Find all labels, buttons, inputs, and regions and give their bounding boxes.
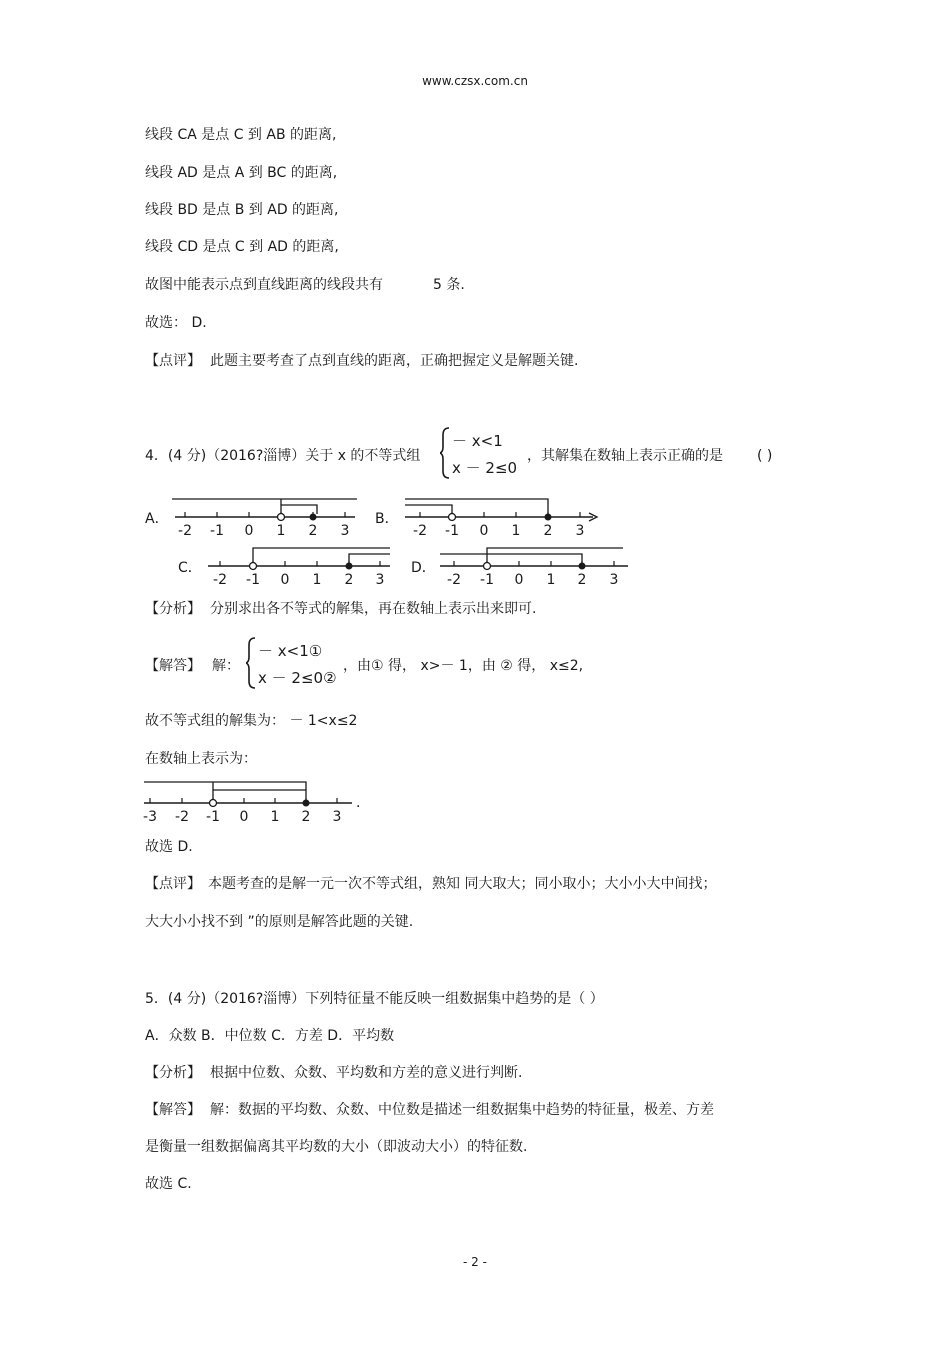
q4-comment-line-1: 本题考查的是解一元一次不等式组，熟知 同大取大；同小取小；大小小大中间找； — [208, 876, 717, 892]
q4-sol-sys-line-2: x － 2≤0② — [258, 669, 337, 687]
q4-option-b-numberline — [405, 495, 605, 540]
tick-label: 0 — [244, 523, 254, 539]
q4-solution-after: ，由① 得， x>－ 1，由 ② 得， x≤2, — [343, 658, 584, 674]
q4-option-c-label: C． — [178, 560, 202, 576]
tick-label: -2 — [178, 523, 192, 539]
tick-label: 2 — [308, 523, 318, 539]
q4-analysis: 分别求出各不等式的解集，再在数轴上表示出来即可. — [210, 601, 537, 617]
q4-comment-line-2: 大大小小找不到 ”的原则是解答此题的关键. — [145, 914, 414, 930]
tick-label: 0 — [280, 572, 290, 588]
tick-label: 0 — [239, 809, 249, 825]
q4-sys-line-2: x － 2≤0 — [452, 459, 518, 477]
q5-options: A．众数 B．中位数 C．方差 D．平均数 — [145, 1028, 395, 1044]
tick-label: -3 — [143, 809, 157, 825]
tick-label: 3 — [332, 809, 342, 825]
q4-option-b-label: B． — [375, 511, 399, 527]
tick-label: -1 — [246, 572, 260, 588]
tick-label: 3 — [609, 572, 619, 588]
q4-solution-set: 故不等式组的解集为： － 1<x≤2 — [145, 713, 358, 729]
q4-answer-numberline — [140, 778, 365, 828]
q3-line-1: 线段 CA 是点 C 到 AB 的距离, — [145, 127, 337, 143]
q4-answer: 故选 D. — [145, 839, 193, 855]
q3-answer: 故选： D. — [145, 315, 207, 331]
tick-label: 2 — [577, 572, 587, 588]
q3-count-value: 5 条. — [433, 277, 465, 293]
page-number: - 2 - — [463, 1255, 487, 1269]
q3-comment: 此题主要考查了点到直线的距离，正确把握定义是解题关键. — [210, 353, 579, 369]
tick-label: 3 — [375, 572, 385, 588]
tick-label: -2 — [175, 809, 189, 825]
q3-line-2: 线段 AD 是点 A 到 BC 的距离, — [145, 165, 338, 181]
q5-solution-line-1: 解：数据的平均数、众数、中位数是描述一组数据集中趋势的特征量，极差、方差 — [210, 1102, 714, 1118]
q5-solution-tag: 【解答】 — [145, 1102, 201, 1118]
q4-on-axis: 在数轴上表示为： — [145, 751, 257, 767]
tick-label: -1 — [206, 809, 220, 825]
q4-option-a-label: A． — [145, 511, 169, 527]
site-header: www.czsx.com.cn — [422, 74, 528, 88]
tick-label: 2 — [301, 809, 311, 825]
tick-label: 1 — [312, 572, 322, 588]
tick-label: -1 — [210, 523, 224, 539]
q5-solution-line-2: 是衡量一组数据偏离其平均数的大小（即波动大小）的特征数. — [145, 1139, 528, 1155]
numberline-period: . — [356, 795, 361, 811]
q4-option-a-numberline — [170, 495, 370, 540]
tick-label: 3 — [575, 523, 585, 539]
q4-option-d-label: D． — [411, 560, 436, 576]
tick-label: -2 — [413, 523, 427, 539]
tick-label: -1 — [445, 523, 459, 539]
tick-label: 3 — [340, 523, 350, 539]
q4-comment-tag: 【点评】 — [145, 876, 201, 892]
q3-line-4: 线段 CD 是点 C 到 AD 的距离, — [145, 239, 339, 255]
q5-analysis: 根据中位数、众数、平均数和方差的意义进行判断. — [210, 1065, 523, 1081]
q4-stem-suffix: ，其解集在数轴上表示正确的是 — [527, 448, 723, 464]
q4-sys-line-1: － x<1 — [452, 432, 503, 450]
q4-analysis-tag: 【分析】 — [145, 601, 201, 617]
q4-sol-sys-line-1: － x<1① — [258, 642, 323, 660]
tick-label: 1 — [270, 809, 280, 825]
tick-label: -1 — [480, 572, 494, 588]
tick-label: 1 — [511, 523, 521, 539]
tick-label: 2 — [543, 523, 553, 539]
q4-answer-paren: ( ) — [757, 448, 773, 464]
q5-answer: 故选 C. — [145, 1176, 192, 1192]
q3-line-3: 线段 BD 是点 B 到 AD 的距离, — [145, 202, 339, 218]
tick-label: 1 — [546, 572, 556, 588]
q4-option-c-numberline — [203, 544, 403, 589]
q4-solution-tag: 【解答】 — [145, 658, 201, 674]
q4-inequality-system — [440, 425, 530, 481]
q4-stem-prefix: 4．(4 分)（2016?淄博）关于 x 的不等式组 — [145, 448, 421, 464]
tick-label: 0 — [479, 523, 489, 539]
tick-label: -2 — [213, 572, 227, 588]
tick-label: 2 — [344, 572, 354, 588]
q3-comment-tag: 【点评】 — [145, 353, 201, 369]
q4-option-d-numberline — [438, 544, 638, 589]
q4-solution-lead: 解： — [212, 658, 240, 674]
q5-analysis-tag: 【分析】 — [145, 1065, 201, 1081]
q5-stem: 5．(4 分)（2016?淄博）下列特征量不能反映一组数据集中趋势的是（ ） — [145, 991, 604, 1007]
tick-label: 0 — [514, 572, 524, 588]
q3-count-text: 故图中能表示点到直线距离的线段共有 — [145, 277, 383, 293]
tick-label: -2 — [447, 572, 461, 588]
tick-label: 1 — [276, 523, 286, 539]
q4-solution-system — [246, 635, 346, 691]
